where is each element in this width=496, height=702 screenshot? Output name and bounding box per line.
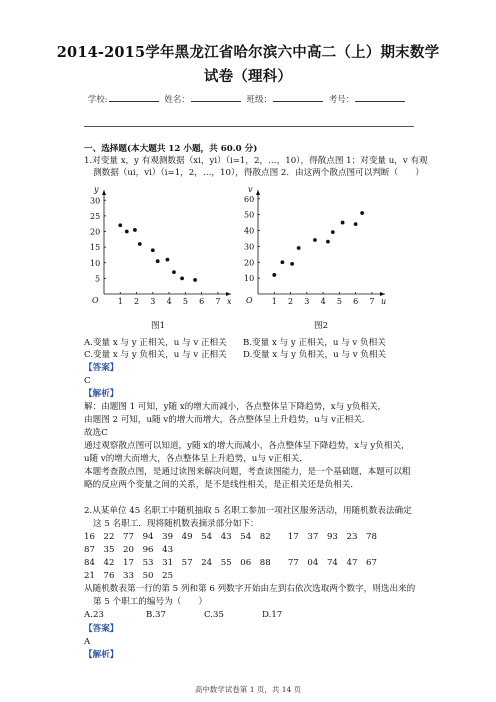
fig2-y-arrow-icon xyxy=(256,190,260,195)
q2-option-c: C.35 xyxy=(204,610,224,620)
name-label: 姓名： xyxy=(164,95,190,105)
fig1-data-point xyxy=(118,223,122,227)
page-footer: 高中数学试卷第 1 页，共 14 页 xyxy=(194,685,302,694)
q1-analysis-line6: 本题考查散点图，是通过读图来解决问题，考查读图能力，是一个基础题，本题可以粗 xyxy=(84,467,411,477)
fig1-data-point xyxy=(138,242,142,246)
fig1-data-point xyxy=(172,270,176,274)
fig2-data-point xyxy=(297,246,301,250)
fig2-data-point xyxy=(281,260,285,264)
fig2-x-tick-label: 6 xyxy=(353,297,359,306)
q1-analysis-line5: u随 v的增大而增大，各点整体呈上升趋势，u与 v正相关． xyxy=(84,454,308,464)
fig2-x-tick-label: 3 xyxy=(304,297,310,306)
fig1-data-point xyxy=(180,276,184,280)
fig2-data-point xyxy=(341,221,345,225)
fig2-y-tick-label: 50 xyxy=(244,210,255,220)
q2-analysis-tag: 【解析】 xyxy=(84,650,119,660)
q2-answer: A xyxy=(84,637,91,647)
q1-analysis-tag: 【解析】 xyxy=(84,389,119,399)
fig2-x-tick-label: 7 xyxy=(369,297,375,306)
fig2-y-tick-label: 40 xyxy=(244,226,255,236)
fig2-x-axis-label: u xyxy=(381,297,387,306)
q2-stem-line1: 2.从某单位 45 名职工中随机抽取 5 名职工参加一项社区服务活动，用随机数表法确定 xyxy=(84,506,412,516)
fig2-x-tick-label: 5 xyxy=(336,297,342,306)
school-label: 学校: xyxy=(87,95,108,105)
fig1-y-arrow-icon xyxy=(102,190,106,195)
figure1-caption: 图1 xyxy=(151,321,166,331)
section-divider xyxy=(84,126,414,127)
fig1-y-tick-label: 5 xyxy=(95,274,101,284)
q1-option-a: A.变量 x 与 y 正相关，u 与 v 正相关 xyxy=(84,338,227,348)
fig1-data-point xyxy=(151,248,155,252)
exam-title: 2014-2015学年黑龙江省哈尔滨六中高二（上）期末数学 xyxy=(56,44,440,61)
fig1-data-point xyxy=(193,278,197,282)
class-label: 班级： xyxy=(246,95,273,105)
random-table-row3: 84 42 17 53 31 57 24 55 06 88 77 04 74 47 67 xyxy=(84,558,377,568)
fig2-data-point xyxy=(360,211,364,215)
exam-subtitle: 试卷（理科） xyxy=(203,68,293,85)
fig2-data-point xyxy=(331,230,335,234)
fig1-x-tick-label: 2 xyxy=(134,297,140,306)
q1-stem-line1: 1.对变量 x，y 有观测数据（xi，yi）（i=1，2，…，10），得散点图 1；对变量 u，v 有观 xyxy=(84,156,428,166)
fig2-x-tick-label: 2 xyxy=(288,297,294,306)
fig1-x-tick-label: 7 xyxy=(215,297,221,306)
fig1-data-point xyxy=(133,228,137,232)
q1-analysis-line7: 略的反应两个变量之间的关系，是不是线性相关，是正相关还是负相关． xyxy=(84,480,360,490)
fig1-x-arrow-icon xyxy=(226,292,231,296)
fig1-y-tick-label: 25 xyxy=(90,211,101,221)
q2-option-d: D.17 xyxy=(262,610,283,620)
q1-analysis-line1: 解：由题图 1 可知，y随 x的增大而减小，各点整体呈下降趋势，x与 y负相关， xyxy=(84,402,387,412)
fig1-y-tick-label: 30 xyxy=(90,196,101,206)
q2-answer-tag: 【答案】 xyxy=(84,624,119,634)
fig1-data-point xyxy=(125,230,129,234)
q1-option-c: C.变量 x 与 y 负相关，u 与 v 正相关 xyxy=(84,350,227,360)
name-blank xyxy=(191,93,241,102)
q2-stem-line4: 第 5 个职工的编号为（ ） xyxy=(93,597,208,607)
fig1-x-tick-label: 6 xyxy=(199,297,205,306)
school-blank xyxy=(109,93,159,102)
fig2-x-arrow-icon xyxy=(380,292,385,296)
fig2-y-tick-label: 30 xyxy=(244,242,255,252)
number-blank xyxy=(355,93,405,102)
q1-stem-line2: 测数据（ui，vi）（i=1，2，…，10），得散点图 2．由这两个散点图可以判断（ ） xyxy=(93,168,424,178)
q1-answer-tag: 【答案】 xyxy=(84,363,119,373)
fig2-y-axis-label: v xyxy=(248,185,253,194)
scatter-plot-1 xyxy=(86,184,236,316)
fig1-data-point xyxy=(156,259,160,263)
q2-stem-line2: 这 5 名职工．现将随机数表摘录部分如下： xyxy=(93,519,259,529)
section-heading: 一、选择题(本大题共 12 小题，共 60.0 分) xyxy=(84,144,258,154)
student-info-line xyxy=(0,93,496,105)
random-table-row2: 87 35 20 96 43 xyxy=(84,545,174,555)
fig1-y-tick-label: 20 xyxy=(90,227,101,237)
fig1-y-tick-label: 10 xyxy=(90,258,101,268)
fig1-x-axis-label: x xyxy=(227,297,232,306)
q1-analysis-line4: 通过观察散点图可以知道，y随 x的增大而减小，各点整体呈下降趋势，x与 y负相关， xyxy=(84,441,410,451)
figure2-caption: 图2 xyxy=(314,321,329,331)
fig2-data-point xyxy=(326,240,330,244)
fig1-data-point xyxy=(166,258,170,262)
q1-analysis-line2: 由题图 2 可知，u随 v的增大而增大，各点整体呈上升趋势，u与 v正相关． xyxy=(84,415,371,425)
random-table-row4: 21 76 33 50 25 xyxy=(84,571,174,581)
class-blank xyxy=(273,93,323,102)
number-label: 考号： xyxy=(328,95,355,105)
fig1-origin-label: O xyxy=(92,296,99,305)
fig2-origin-label: O xyxy=(246,296,253,305)
fig2-y-tick-label: 60 xyxy=(244,194,255,204)
fig1-y-tick-label: 15 xyxy=(90,243,101,253)
fig1-x-tick-label: 1 xyxy=(117,297,123,306)
random-table-row1: 16 22 77 94 39 49 54 43 54 82 17 37 93 23 78 xyxy=(84,532,377,542)
q1-answer: C xyxy=(84,376,91,386)
fig1-y-axis-label: y xyxy=(94,185,99,194)
fig1-x-tick-label: 4 xyxy=(166,297,172,306)
q2-option-b: B.37 xyxy=(146,610,166,620)
fig2-data-point xyxy=(313,238,317,242)
scatter-plot-2 xyxy=(240,184,390,316)
fig1-x-tick-label: 3 xyxy=(150,297,156,306)
fig2-x-tick-label: 1 xyxy=(271,297,277,306)
fig2-y-tick-label: 10 xyxy=(244,274,255,284)
q1-option-b: B.变量 x 与 y 正相关，u 与 v 负相关 xyxy=(243,338,386,348)
q2-stem-line3: 从随机数表第一行的第 5 列和第 6 列数字开始由左到右依次选取两个数字，则选出来的 xyxy=(84,584,416,594)
fig2-data-point xyxy=(290,262,294,266)
fig1-x-tick-label: 5 xyxy=(182,297,188,306)
q2-option-a: A.23 xyxy=(84,610,104,620)
q1-option-d: D.变量 x 与 y 负相关，u 与 v 负相关 xyxy=(243,350,387,360)
fig2-y-tick-label: 20 xyxy=(244,258,255,268)
fig2-data-point xyxy=(272,273,276,277)
fig2-x-tick-label: 4 xyxy=(320,297,326,306)
q1-analysis-line3: 故选C xyxy=(84,428,108,438)
fig2-data-point xyxy=(354,222,358,226)
